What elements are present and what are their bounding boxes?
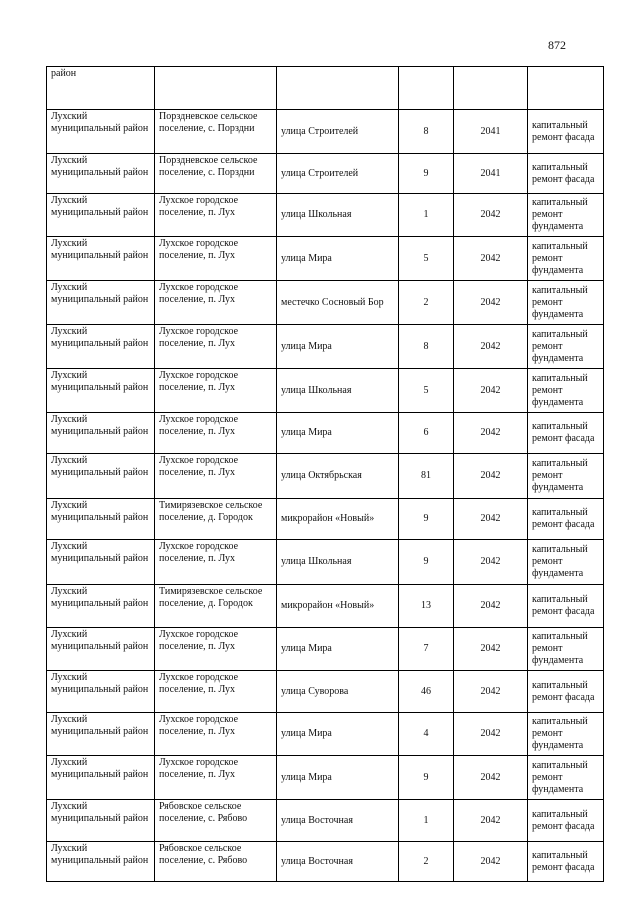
work-type-cell: капитальный ремонт фасада [528, 671, 604, 713]
year-cell: 2042 [454, 454, 528, 499]
settlement-cell: Лухское городское поселение, п. Лух [155, 325, 277, 369]
district-cell: Лухский муниципальный район [47, 585, 155, 628]
year-cell: 2042 [454, 800, 528, 842]
year-cell: 2042 [454, 194, 528, 237]
year-cell: 2042 [454, 756, 528, 800]
table-row [47, 237, 604, 281]
street-cell [277, 67, 399, 110]
table-row [47, 110, 604, 154]
house-number-cell: 8 [399, 110, 454, 154]
district-cell: Лухский муниципальный район [47, 413, 155, 454]
street-cell: микрорайон «Новый» [277, 585, 399, 628]
street-cell: улица Школьная [277, 369, 399, 413]
house-number-cell: 9 [399, 756, 454, 800]
year-cell: 2042 [454, 499, 528, 540]
house-number-cell: 46 [399, 671, 454, 713]
street-cell: улица Суворова [277, 671, 399, 713]
settlement-cell: Лухское городское поселение, п. Лух [155, 628, 277, 671]
house-cell [399, 67, 454, 110]
year-cell: 2042 [454, 671, 528, 713]
district-cell: Лухский муниципальный район [47, 194, 155, 237]
settlement-cell: Рябовское сельское поселение, с. Рябово [155, 800, 277, 842]
year-cell: 2042 [454, 413, 528, 454]
settlement-cell: Лухское городское поселение, п. Лух [155, 756, 277, 800]
work-type-cell: капитальный ремонт фундамента [528, 281, 604, 325]
table-row [47, 454, 604, 499]
work-type-cell: капитальный ремонт фасада [528, 154, 604, 194]
settlement-cell: Лухское городское поселение, п. Лух [155, 671, 277, 713]
year-cell: 2042 [454, 325, 528, 369]
district-cell: Лухский муниципальный район [47, 325, 155, 369]
street-cell: улица Мира [277, 237, 399, 281]
table-row [47, 540, 604, 585]
work-type-cell: капитальный ремонт фундамента [528, 369, 604, 413]
year-cell: 2042 [454, 237, 528, 281]
district-cell: Лухский муниципальный район [47, 154, 155, 194]
street-cell: улица Мира [277, 413, 399, 454]
work-type-cell: капитальный ремонт фасада [528, 499, 604, 540]
street-cell: улица Школьная [277, 540, 399, 585]
district-cell [47, 67, 155, 110]
settlement-cell: Порздневское сельское поселение, с. Порздни [155, 154, 277, 194]
work-type-cell: капитальный ремонт фундамента [528, 713, 604, 756]
work-type-cell: капитальный ремонт фундамента [528, 194, 604, 237]
settlement-cell: Рябовское сельское поселение, с. Рябово [155, 842, 277, 882]
table-row [47, 369, 604, 413]
work-cell [528, 67, 604, 110]
year-cell: 2042 [454, 585, 528, 628]
page-number: 872 [548, 38, 566, 52]
district-cell: Лухский муниципальный район [47, 369, 155, 413]
table-row [47, 154, 604, 194]
street-cell: улица Октябрьская [277, 454, 399, 499]
work-type-cell: капитальный ремонт фундамента [528, 756, 604, 800]
settlement-cell: Тимирязевское сельское поселение, д. Городок [155, 585, 277, 628]
year-cell: 2042 [454, 713, 528, 756]
district-cell: Лухский муниципальный район [47, 499, 155, 540]
house-number-cell: 13 [399, 585, 454, 628]
district-cell: Лухский муниципальный район [47, 800, 155, 842]
house-number-cell: 2 [399, 281, 454, 325]
table-row [47, 671, 604, 713]
settlement-cell: Лухское городское поселение, п. Лух [155, 454, 277, 499]
settlement-cell: Лухское городское поселение, п. Лух [155, 413, 277, 454]
street-cell: улица Строителей [277, 154, 399, 194]
house-number-cell: 81 [399, 454, 454, 499]
table-row [47, 713, 604, 756]
district-cell: Лухский муниципальный район [47, 540, 155, 585]
house-number-cell: 6 [399, 413, 454, 454]
district-cell: Лухский муниципальный район [47, 454, 155, 499]
district-cell: Лухский муниципальный район [47, 237, 155, 281]
district-cell: Лухский муниципальный район [47, 110, 155, 154]
settlement-cell: Лухское городское поселение, п. Лух [155, 194, 277, 237]
house-number-cell: 9 [399, 499, 454, 540]
district-cell: Лухский муниципальный район [47, 281, 155, 325]
table-row [47, 499, 604, 540]
street-cell: местечко Сосновый Бор [277, 281, 399, 325]
table-row [47, 756, 604, 800]
table-row [47, 325, 604, 369]
settlement-cell: Лухское городское поселение, п. Лух [155, 237, 277, 281]
house-number-cell: 2 [399, 842, 454, 882]
table-row [47, 281, 604, 325]
year-cell: 2042 [454, 369, 528, 413]
table-row [47, 628, 604, 671]
work-type-cell: капитальный ремонт фасада [528, 585, 604, 628]
work-type-cell: капитальный ремонт фундамента [528, 628, 604, 671]
house-number-cell: 1 [399, 800, 454, 842]
district-cell: Лухский муниципальный район [47, 628, 155, 671]
table-row [47, 194, 604, 237]
district-cell: Лухский муниципальный район [47, 842, 155, 882]
house-number-cell: 7 [399, 628, 454, 671]
street-cell: улица Мира [277, 713, 399, 756]
house-number-cell: 1 [399, 194, 454, 237]
settlement-cell [155, 67, 277, 110]
settlement-cell: Лухское городское поселение, п. Лух [155, 713, 277, 756]
table-row [47, 413, 604, 454]
year-cell: 2042 [454, 842, 528, 882]
street-cell: улица Мира [277, 628, 399, 671]
year-cell: 2042 [454, 281, 528, 325]
settlement-cell: Порздневское сельское поселение, с. Порздни [155, 110, 277, 154]
year-cell: 2041 [454, 154, 528, 194]
table-row-continuation [47, 67, 604, 110]
street-cell: улица Мира [277, 756, 399, 800]
work-type-cell: капитальный ремонт фасада [528, 110, 604, 154]
table-row [47, 585, 604, 628]
work-type-cell: капитальный ремонт фасада [528, 413, 604, 454]
repair-schedule-table [46, 66, 604, 882]
year-cell: 2042 [454, 628, 528, 671]
table-row [47, 800, 604, 842]
work-type-cell: капитальный ремонт фасада [528, 800, 604, 842]
year-cell: 2041 [454, 110, 528, 154]
street-cell: улица Школьная [277, 194, 399, 237]
street-cell: улица Восточная [277, 800, 399, 842]
table-row [47, 842, 604, 882]
house-number-cell: 5 [399, 369, 454, 413]
house-number-cell: 4 [399, 713, 454, 756]
street-cell: улица Мира [277, 325, 399, 369]
house-number-cell: 5 [399, 237, 454, 281]
work-type-cell: капитальный ремонт фундамента [528, 325, 604, 369]
district-cell: Лухский муниципальный район [47, 756, 155, 800]
year-cell [454, 67, 528, 110]
street-cell: улица Строителей [277, 110, 399, 154]
district-text: район [51, 68, 77, 79]
house-number-cell: 9 [399, 154, 454, 194]
settlement-cell: Лухское городское поселение, п. Лух [155, 540, 277, 585]
street-cell: улица Восточная [277, 842, 399, 882]
work-type-cell: капитальный ремонт фасада [528, 842, 604, 882]
work-type-cell: капитальный ремонт фундамента [528, 454, 604, 499]
settlement-cell: Лухское городское поселение, п. Лух [155, 281, 277, 325]
house-number-cell: 9 [399, 540, 454, 585]
street-cell: микрорайон «Новый» [277, 499, 399, 540]
settlement-cell: Лухское городское поселение, п. Лух [155, 369, 277, 413]
settlement-cell: Тимирязевское сельское поселение, д. Городок [155, 499, 277, 540]
district-cell: Лухский муниципальный район [47, 671, 155, 713]
year-cell: 2042 [454, 540, 528, 585]
house-number-cell: 8 [399, 325, 454, 369]
work-type-cell: капитальный ремонт фундамента [528, 237, 604, 281]
work-type-cell: капитальный ремонт фундамента [528, 540, 604, 585]
district-cell: Лухский муниципальный район [47, 713, 155, 756]
